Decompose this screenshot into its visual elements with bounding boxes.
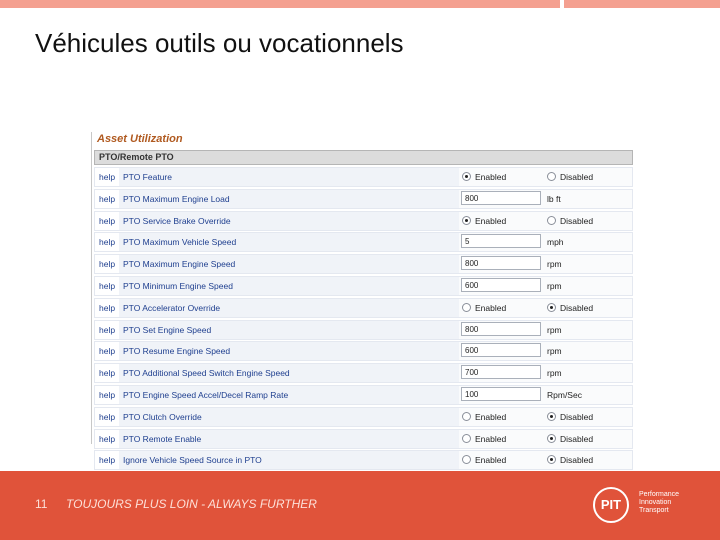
value-input[interactable]: 800 (461, 191, 541, 205)
disabled-radio[interactable] (547, 216, 556, 225)
enabled-radio[interactable] (462, 303, 471, 312)
setting-control (459, 255, 632, 273)
disabled-radio[interactable] (547, 412, 556, 421)
enabled-radio[interactable] (462, 172, 471, 181)
enabled-radio[interactable] (462, 434, 471, 443)
disabled-label: Disabled (560, 172, 594, 182)
page-number: 11 (35, 497, 48, 511)
unit-label: Rpm/Sec (547, 389, 582, 400)
disabled-radio[interactable] (547, 434, 556, 443)
help-link[interactable]: help (99, 280, 116, 291)
pit-logo: PIT (593, 487, 629, 523)
value-input[interactable]: 600 (461, 278, 541, 292)
settings-row (94, 167, 633, 187)
help-link[interactable]: help (99, 411, 116, 422)
enabled-label: Enabled (475, 455, 507, 466)
value-input[interactable]: 5 (461, 234, 541, 248)
setting-label: PTO Resume Engine Speed (119, 342, 459, 360)
value-input[interactable]: 100 (461, 387, 541, 401)
help-link[interactable]: help (99, 389, 116, 400)
enabled-label: Enabled (475, 215, 507, 226)
unit-label: rpm (547, 324, 562, 335)
disabled-label: Disabled (560, 433, 594, 444)
setting-label: PTO Accelerator Override (119, 299, 459, 317)
help-link[interactable]: help (99, 455, 116, 466)
unit-label: rpm (547, 259, 562, 270)
setting-label: PTO Additional Speed Switch Engine Speed (119, 364, 459, 382)
disabled-radio[interactable] (547, 303, 556, 312)
unit-label: rpm (547, 368, 562, 379)
setting-control (459, 430, 632, 448)
settings-row (94, 320, 633, 340)
setting-label: PTO Service Brake Override (119, 212, 459, 230)
setting-control (459, 342, 632, 360)
section-header: PTO/Remote PTO (94, 150, 633, 165)
setting-label: PTO Maximum Engine Load (119, 190, 459, 208)
setting-label: PTO Minimum Engine Speed (119, 277, 459, 295)
setting-label: PTO Clutch Override (119, 408, 459, 426)
setting-control (459, 168, 632, 186)
value-input[interactable]: 600 (461, 343, 541, 357)
enabled-radio[interactable] (462, 455, 471, 464)
settings-row (94, 254, 633, 274)
help-link[interactable]: help (99, 346, 116, 357)
help-link[interactable]: help (99, 368, 116, 379)
top-accent-bar (0, 0, 720, 8)
unit-label: rpm (547, 346, 562, 357)
logo-line: Performance (639, 491, 680, 498)
settings-row (94, 450, 633, 470)
enabled-label: Enabled (475, 172, 507, 182)
setting-label: PTO Engine Speed Accel/Decel Ramp Rate (119, 386, 459, 404)
setting-label: Ignore Vehicle Speed Source in PTO (119, 451, 459, 469)
logo-line: Transport (639, 507, 669, 514)
enabled-radio[interactable] (462, 412, 471, 421)
settings-row (94, 407, 633, 427)
settings-row (94, 341, 633, 361)
enabled-label: Enabled (475, 302, 507, 313)
asset-utilization-screenshot (91, 132, 635, 466)
help-link[interactable]: help (99, 193, 116, 204)
footer-tagline: TOUJOURS PLUS LOIN - ALWAYS FURTHER (66, 497, 317, 511)
setting-control (459, 190, 632, 208)
logo-caption (639, 491, 679, 515)
setting-control (459, 321, 632, 339)
help-link[interactable]: help (99, 433, 116, 444)
setting-control (459, 299, 632, 317)
setting-control (459, 386, 632, 404)
logo-line: Innovation (639, 499, 672, 506)
settings-row (94, 429, 633, 449)
value-input[interactable]: 700 (461, 365, 541, 379)
settings-row (94, 298, 633, 318)
settings-rows (94, 167, 633, 470)
settings-row (94, 276, 633, 296)
screenshot-header: Asset Utilization (97, 133, 183, 145)
accent-segment-right (564, 0, 720, 8)
help-link[interactable]: help (99, 172, 116, 182)
help-link[interactable]: help (99, 324, 116, 335)
unit-label: rpm (547, 280, 562, 291)
unit-label: lb ft (547, 193, 561, 204)
value-input[interactable]: 800 (461, 322, 541, 336)
setting-control (459, 233, 632, 251)
setting-control (459, 408, 632, 426)
enabled-radio[interactable] (462, 216, 471, 225)
setting-control (459, 364, 632, 382)
accent-segment-left (0, 0, 560, 8)
setting-label: PTO Set Engine Speed (119, 321, 459, 339)
help-link[interactable]: help (99, 237, 116, 248)
enabled-label: Enabled (475, 411, 507, 422)
help-link[interactable]: help (99, 259, 116, 270)
value-input[interactable]: 800 (461, 256, 541, 270)
footer-bar (0, 471, 720, 540)
settings-row (94, 189, 633, 209)
unit-label: mph (547, 237, 564, 248)
settings-row (94, 211, 633, 231)
disabled-radio[interactable] (547, 455, 556, 464)
help-link[interactable]: help (99, 302, 116, 313)
settings-row (94, 385, 633, 405)
help-link[interactable]: help (99, 215, 116, 226)
disabled-label: Disabled (560, 411, 594, 422)
setting-control (459, 451, 632, 469)
setting-label: PTO Remote Enable (119, 430, 459, 448)
setting-control (459, 212, 632, 230)
disabled-label: Disabled (560, 455, 594, 466)
settings-row (94, 232, 633, 252)
enabled-label: Enabled (475, 433, 507, 444)
setting-label: PTO Feature (119, 168, 459, 186)
setting-label: PTO Maximum Vehicle Speed (119, 233, 459, 251)
setting-label: PTO Maximum Engine Speed (119, 255, 459, 273)
slide-title: Véhicules outils ou vocationnels (35, 28, 404, 58)
setting-control (459, 277, 632, 295)
disabled-label: Disabled (560, 302, 594, 313)
disabled-radio[interactable] (547, 172, 556, 181)
settings-row (94, 363, 633, 383)
disabled-label: Disabled (560, 215, 594, 226)
